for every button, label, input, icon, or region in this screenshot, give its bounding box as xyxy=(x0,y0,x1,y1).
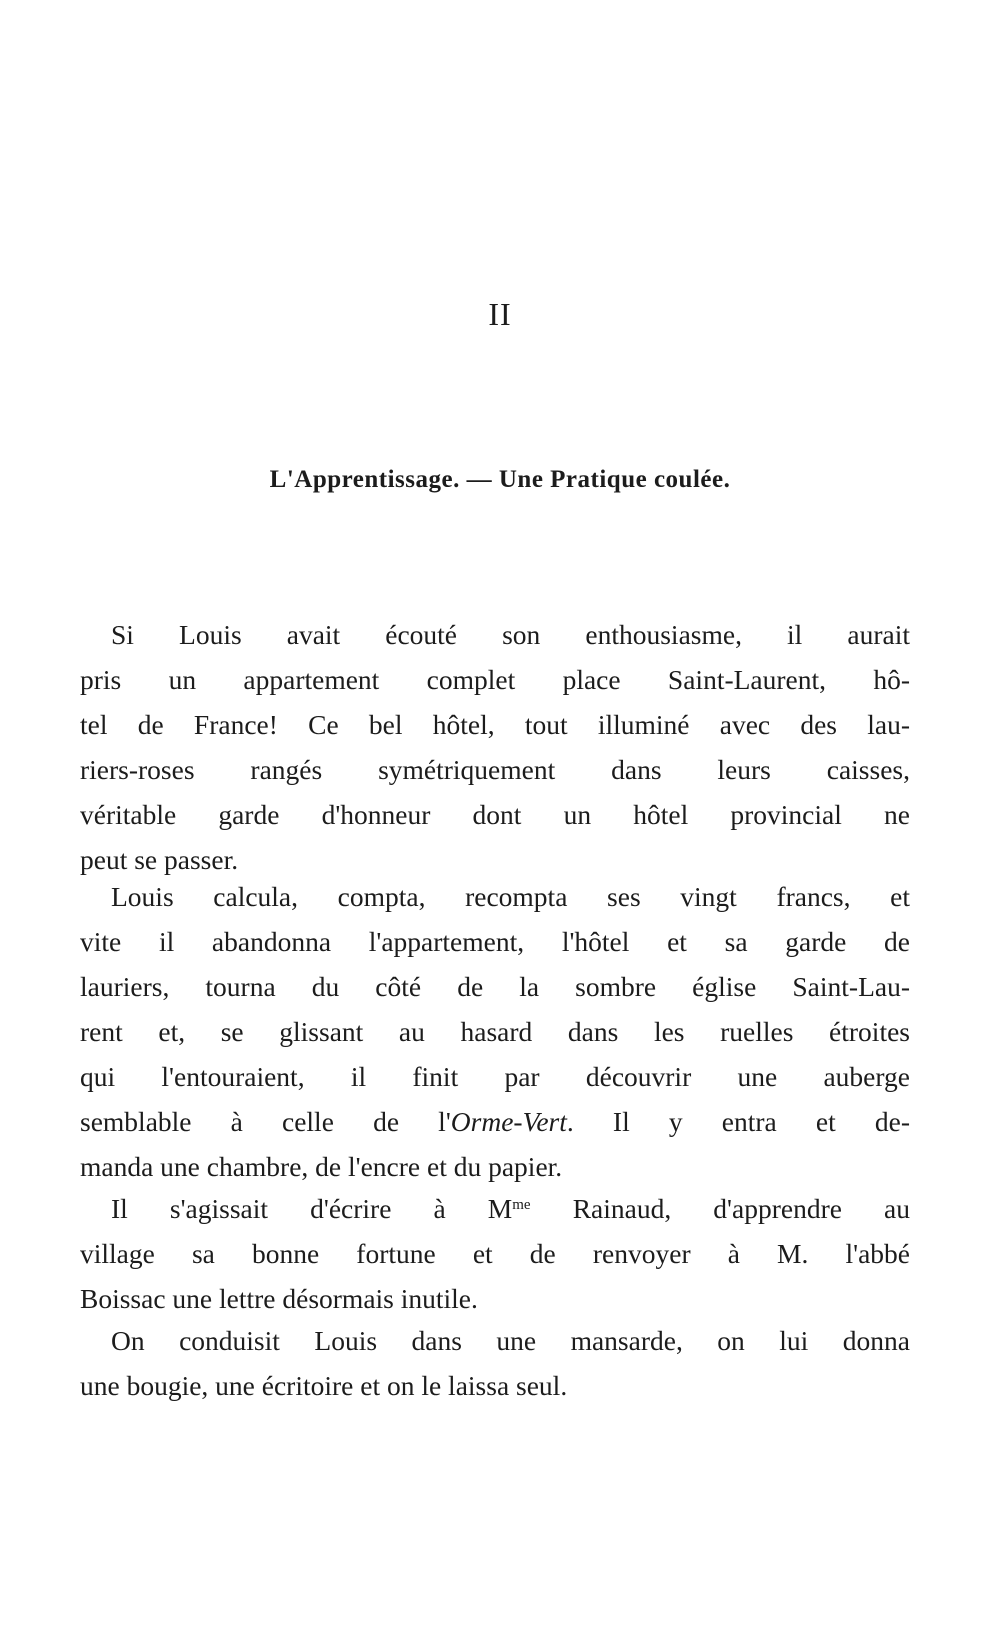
text-line: lauriers, tourna du côté de la sombre église Saint-Lau- xyxy=(80,971,910,1002)
italic-name: Orme-Vert xyxy=(450,1106,567,1137)
text-line xyxy=(80,1099,910,1144)
text-line: village sa bonne fortune et de renvoyer à M. l'abbé xyxy=(80,1238,910,1269)
chapter-title: L'Apprentissage. — Une Pratique coulée. xyxy=(269,466,731,493)
paragraph-3 xyxy=(80,1186,910,1321)
text-line: Louis calcula, compta, recompta ses vingt francs, et xyxy=(111,881,910,912)
text-line: riers-roses rangés symétriquement dans leurs caisses, xyxy=(80,754,910,785)
text-segment: Il s'agissait d'écrire à M xyxy=(111,1193,513,1224)
text-line: tel de France! Ce bel hôtel, tout illuminé avec des lau- xyxy=(80,709,910,740)
text-segment: semblable à celle de l' xyxy=(80,1106,451,1137)
chapter-number: II xyxy=(488,296,512,332)
text-line: peut se passer. xyxy=(80,844,239,875)
text-line: qui l'entouraient, il finit par découvrir une auberge xyxy=(80,1061,910,1092)
text-line: une bougie, une écritoire et on le laissa seul. xyxy=(80,1370,568,1401)
paragraph-1 xyxy=(80,612,910,882)
superscript-abbrev: me xyxy=(512,1197,531,1213)
text-line xyxy=(80,1186,910,1231)
text-segment: Rainaud, d'apprendre au xyxy=(530,1193,910,1224)
text-line: Si Louis avait écouté son enthousiasme, il aurait xyxy=(111,619,910,650)
text-line: Boissac une lettre désormais inutile. xyxy=(80,1283,478,1314)
text-line: On conduisit Louis dans une mansarde, on lui donna xyxy=(111,1325,910,1356)
paragraph-2 xyxy=(80,874,910,1189)
text-line: véritable garde d'honneur dont un hôtel provincial ne xyxy=(80,799,910,830)
paragraph-4 xyxy=(80,1318,910,1408)
text-line: manda une chambre, de l'encre et du papier. xyxy=(80,1151,563,1182)
text-line: pris un appartement complet place Saint-Laurent, hô- xyxy=(80,664,910,695)
text-segment: . Il y entra et de- xyxy=(566,1106,910,1137)
text-line: vite il abandonna l'appartement, l'hôtel et sa garde de xyxy=(80,926,910,957)
text-line: rent et, se glissant au hasard dans les ruelles étroites xyxy=(80,1016,910,1047)
